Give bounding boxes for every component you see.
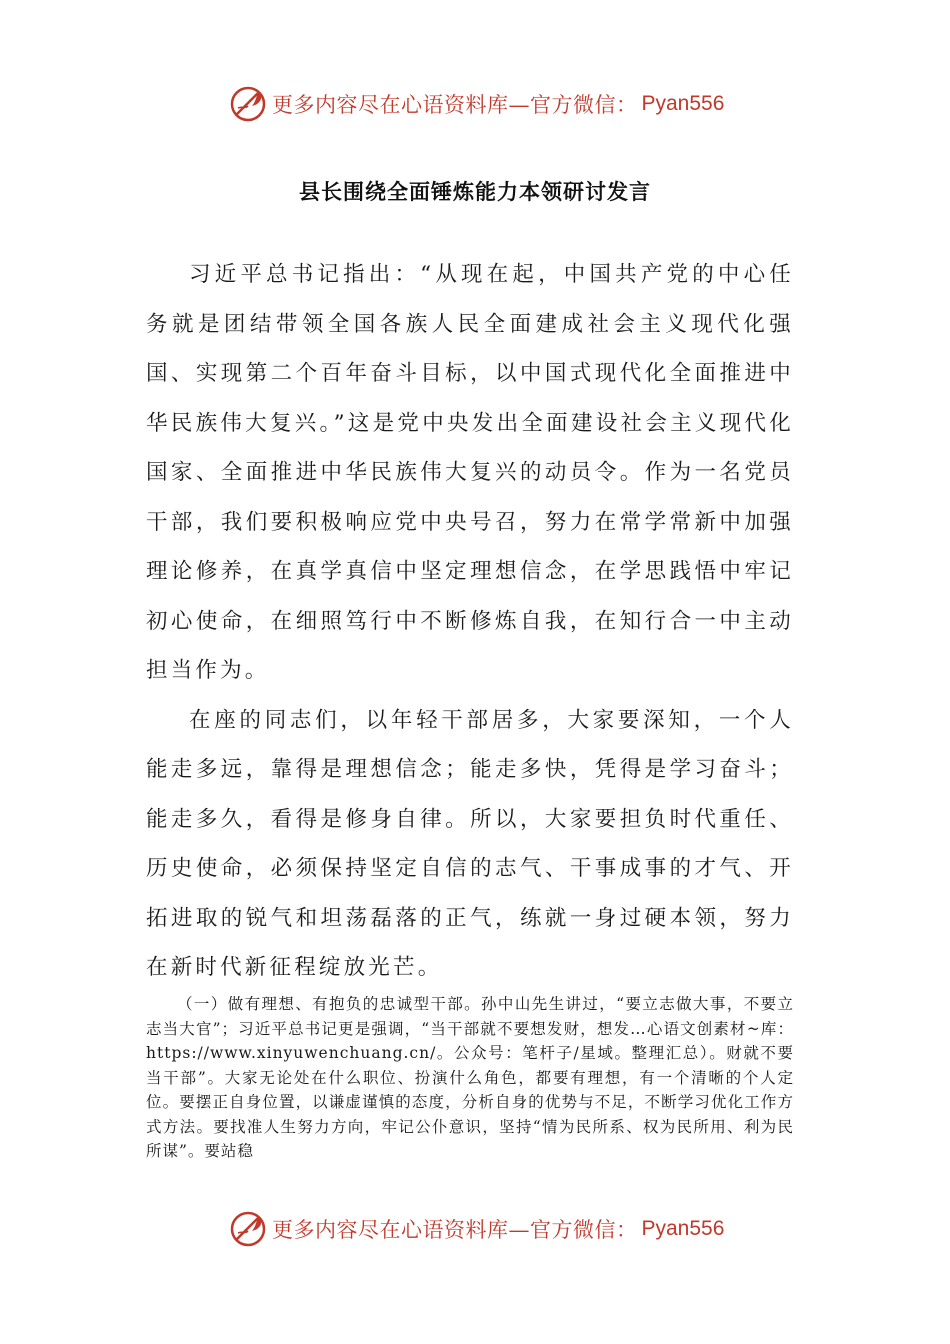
quill-pen-logo-icon <box>228 84 268 124</box>
small-text-section <box>146 992 794 1164</box>
banner-text: 更多内容尽在心语资料库—官方微信： <box>272 1218 638 1242</box>
quill-pen-logo-icon <box>228 1209 268 1249</box>
header-watermark-banner <box>228 82 748 126</box>
footer-watermark-banner <box>228 1207 748 1251</box>
body-paragraph-2: 在座的同志们，以年轻干部居多，大家要深知，一个人能走多远，靠得是理想信念；能走多快，凭得是学习奋斗；能走多久，看得是修身自律。所以，大家要担负时代重任、历史使命，必须保持坚定自信的志气、干事成事的才气、开拓进取的锐气和坦荡磊落的正气，练就一身过硬本领，努力在新时代新征程绽放光芒。 <box>146 707 794 980</box>
small-paragraph: （一）做有理想、有抱负的忠诚型干部。孙中山先生讲过，“要立志做大事，不要立志当大官”；习近平总书记更是强调，“当干部就不要想发财，想发…心语文创素材~库：https://www.xinyuwenchuang.cn/。公众号：笔杆子/星域。整理汇总）。财就不要当干部”。大家无论处在什么职位、扮演什么角色，都要有理想，有一个清晰的个人定位。要摆正自身位置，以谦虚谨慎的态度，分析自身的优势与不足，不断学习优化工作方式方法。要找准人生努力方向，牢记公仆意识，坚持“情为民所系、权为民所用、利为民所谋”。要站稳 <box>146 995 794 1160</box>
banner-wechat-id: Pyan556 <box>641 1217 725 1240</box>
banner-text: 更多内容尽在心语资料库—官方微信： <box>272 93 638 117</box>
document-body <box>146 250 794 993</box>
document-title: 县长围绕全面锤炼能力本领研讨发言 <box>299 180 651 204</box>
body-paragraph-1: 习近平总书记指出：“从现在起，中国共产党的中心任务就是团结带领全国各族人民全面建成社会主义现代化强国、实现第二个百年奋斗目标，以中国式现代化全面推进中华民族伟大复兴。”这是党中央发出全面建设社会主义现代化国家、全面推进中华民族伟大复兴的动员令。作为一名党员干部，我们要积极响应党中央号召，努力在常学常新中加强理论修养，在真学真信中坚定理想信念，在学思践悟中牢记初心使命，在细照笃行中不断修炼自我，在知行合一中主动担当作为。 <box>146 262 794 683</box>
banner-wechat-id: Pyan556 <box>641 92 725 115</box>
